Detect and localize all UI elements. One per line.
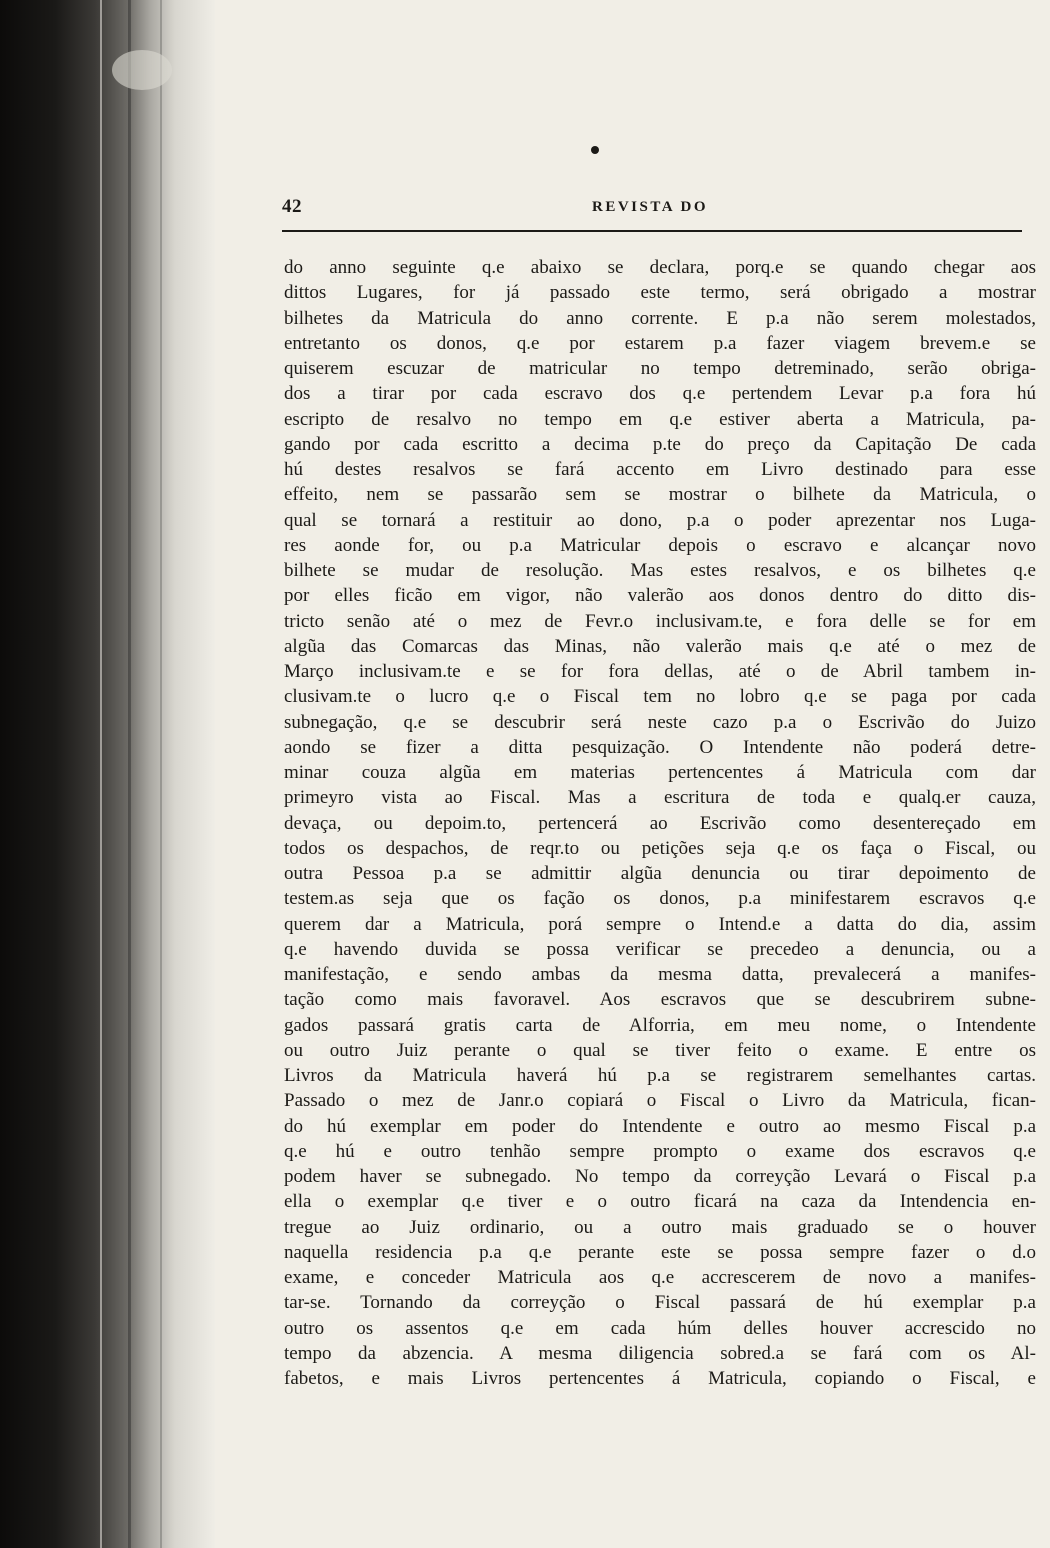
text-line: primeyro vista ao Fiscal. Mas a escritura de toda e qualq.er cauza, <box>284 787 1036 809</box>
binding-streak <box>100 0 102 1548</box>
text-line: clusivam.te o lucro q.e o Fiscal tem no lobro q.e se paga por cada <box>284 686 1036 708</box>
text-line: exame, e conceder Matricula aos q.e accrescerem de novo a manifes- <box>284 1267 1036 1288</box>
text-line: escripto de resalvo no tempo em q.e estiver aberta a Matricula, pa- <box>284 408 1036 430</box>
binding-streak <box>128 0 131 1548</box>
text-line: dittos Lugares, for já passado este termo, será obrigado a mostrar <box>284 282 1036 304</box>
text-line: do anno seguinte q.e abaixo se declara, porq.e se quando chegar aos <box>284 257 1036 278</box>
text-line: tregue ao Juiz ordinario, ou a outro mais graduado se o houver <box>284 1216 1036 1238</box>
text-line: dos a tirar por cada escravo dos q.e pertendem Levar p.a fora hú <box>284 383 1036 405</box>
text-line: algũa das Comarcas das Minas, não valerão mais q.e até o mez de <box>284 635 1036 657</box>
text-line: naquella residencia p.a q.e perante este se possa sempre fazer o d.o <box>284 1241 1036 1263</box>
text-line: res aonde for, ou p.a Matricular depois o escravo e alcançar novo <box>284 534 1036 556</box>
text-line: quiserem escuzar de matricular no tempo detreminado, serão obriga- <box>284 358 1036 379</box>
text-line: q.e havendo duvida se possa verificar se precedeo a denuncia, ou a <box>284 938 1036 960</box>
book-binding-shadow <box>0 0 215 1548</box>
text-line: effeito, nem se passarão sem se mostrar o bilhete da Matricula, o <box>284 484 1036 506</box>
text-line: do hú exemplar em poder do Intendente e outro ao mesmo Fiscal p.a <box>284 1115 1036 1137</box>
text-line: ou outro Juiz perante o qual se tiver feito o exame. E entre os <box>284 1039 1036 1061</box>
header-rule <box>282 230 1022 232</box>
text-line: qual se tornará a restituir ao dono, p.a o poder aprezentar nos Luga- <box>284 509 1036 531</box>
text-line: minar couza algũa em materias pertencentes á Matricula com dar <box>284 762 1036 783</box>
text-line: todos os despachos, de reqr.to ou petições seja q.e os faça o Fiscal, ou <box>284 837 1036 859</box>
text-line: gando por cada escritto a decima p.te do preço da Capitação De cada <box>284 433 1036 455</box>
text-line: tricto senão até o mez de Fevr.o inclusivam.te, e fora delle se for em <box>284 610 1036 632</box>
text-line: querem dar a Matricula, porá sempre o Intend.e a datta do dia, assim <box>284 913 1036 935</box>
text-line: tempo da abzencia. A mesma diligencia sobred.a se fará com os Al- <box>284 1342 1036 1364</box>
text-line: Passado o mez de Janr.o copiará o Fiscal o Livro da Matricula, fican- <box>284 1090 1036 1112</box>
text-line: entretanto os donos, q.e por estarem p.a fazer viagem brevem.e se <box>284 332 1036 354</box>
text-line: q.e hú e outro tenhão sempre prompto o exame dos escravos q.e <box>284 1140 1036 1162</box>
text-line: outro os assentos q.e em cada húm delles houver accrescido no <box>284 1317 1036 1339</box>
text-line: podem haver se subnegado. No tempo da correyção Levará o Fiscal p.a <box>284 1166 1036 1187</box>
text-line: hú destes resalvos se fará accento em Livro destinado para esse <box>284 459 1036 480</box>
text-line: aondo se fizer a ditta pesquização. O Intendente não poderá detre- <box>284 736 1036 758</box>
text-line: fabetos, e mais Livros pertencentes á Matricula, copiando o Fiscal, e <box>284 1368 1036 1389</box>
text-line: bilhete se mudar de resolução. Mas estes resalvos, e os bilhetes q.e <box>284 560 1036 581</box>
binding-streak <box>160 0 162 1548</box>
running-head: REVISTA DO <box>592 199 708 215</box>
ink-dot <box>591 146 599 154</box>
page-number: 42 <box>282 196 302 217</box>
body-text <box>284 255 1036 1391</box>
text-line: testem.as seja que os fação os donos, p.a minifestarem escravos q.e <box>284 888 1036 910</box>
text-line: Livros da Matricula haverá hú p.a se registrarem semelhantes cartas. <box>284 1065 1036 1086</box>
text-line: bilhetes da Matricula do anno corrente. E p.a não serem molestados, <box>284 307 1036 329</box>
text-line: manifestação, e sendo ambas da mesma datta, prevalecerá a manifes- <box>284 964 1036 985</box>
text-line: subnegação, q.e se descubrir será neste cazo p.a o Escrivão do Juizo <box>284 711 1036 733</box>
text-line: devaça, ou depoim.to, pertencerá ao Escrivão como desentereçado em <box>284 812 1036 834</box>
text-line: tar-se. Tornando da correyção o Fiscal passará de hú exemplar p.a <box>284 1292 1036 1314</box>
text-line: tação como mais favoravel. Aos escravos que se descubrirem subne- <box>284 989 1036 1011</box>
text-line: outra Pessoa p.a se admittir algũa denuncia ou tirar depoimento de <box>284 863 1036 884</box>
text-line: ella o exemplar q.e tiver e o outro ficará na caza da Intendencia en- <box>284 1191 1036 1213</box>
text-line: Março inclusivam.te e se for fora dellas, até o de Abril tambem in- <box>284 661 1036 682</box>
text-line: gados passará gratis carta de Alforria, em meu nome, o Intendente <box>284 1014 1036 1036</box>
text-line: por elles ficão em vigor, não valerão aos donos dentro do ditto dis- <box>284 585 1036 607</box>
binding-spot <box>112 50 172 90</box>
